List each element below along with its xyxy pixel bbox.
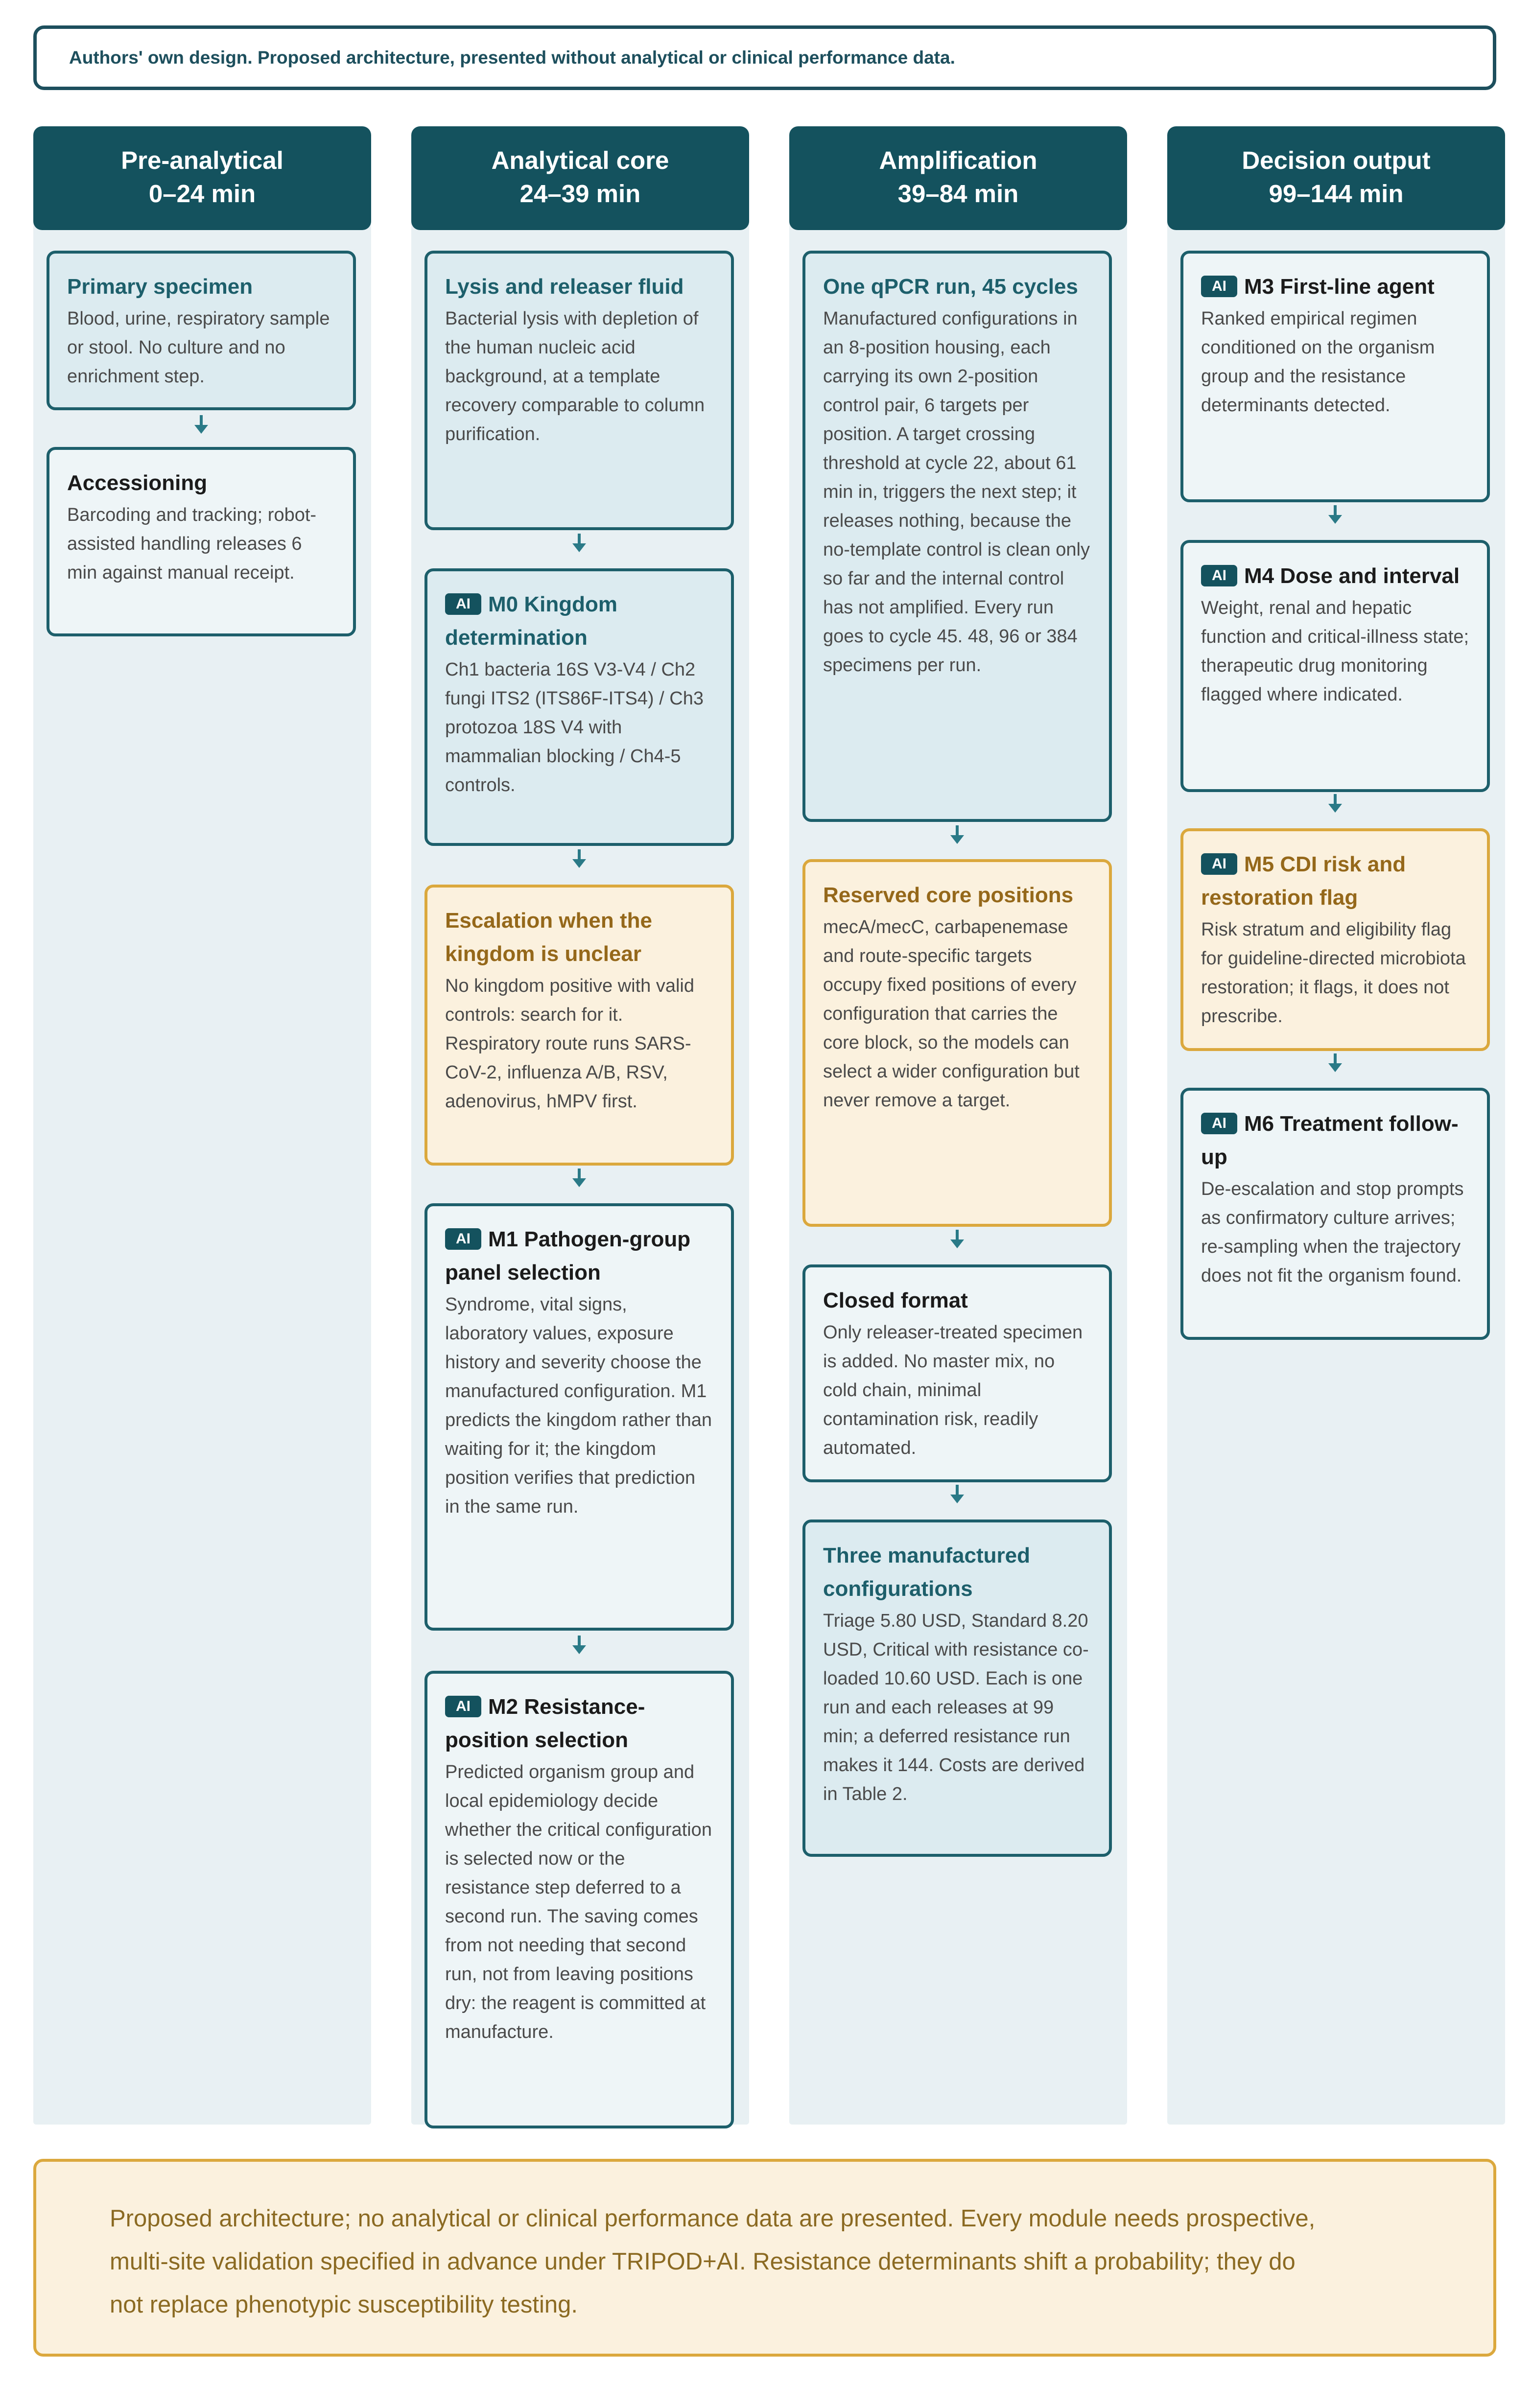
box-title-text: M3 First-line agent <box>1244 275 1435 299</box>
box-title <box>1201 560 1469 593</box>
header-time: 39–84 min <box>897 180 1019 208</box>
accessioning-box <box>47 447 356 636</box>
box-title <box>445 1690 713 1757</box>
disclaimer-banner: Authors' own design. Proposed architecture, presented without analytical or clinical performance data. <box>33 25 1496 90</box>
m1-panel-selection-box <box>424 1203 734 1631</box>
box-body: De-escalation and stop prompts as confirmatory culture arrives; re-sampling when the trajectory does not fit the organism found. <box>1201 1179 1464 1286</box>
box-title: Accessioning <box>67 471 208 495</box>
box-body: Predicted organism group and local epidemiology decide whether the critical configuration is selected now or the resistance step deferred to a second run. The saving comes from not needing that second run, not from leaving positions dry: the reagent is committed at manufacture. <box>445 1762 712 2042</box>
footnote-text: Proposed architecture; no analytical or clinical performance data are presented. Every module needs prospective, multi-site validation specified in advance under TRIPOD+AI. Resistance determinants shift a probability; they do not replace phenotypic susceptibility testing. <box>110 2205 1316 2318</box>
reserved-positions-box <box>802 859 1112 1227</box>
box-title-text: M2 Resistance-position selection <box>445 1695 645 1752</box>
box-title-text: M5 CDI risk and restoration flag <box>1201 852 1406 910</box>
box-title: Reserved core positions <box>823 883 1074 907</box>
box-body: Blood, urine, respiratory sample or stool. No culture and no enrichment step. <box>67 308 330 387</box>
box-body: Risk stratum and eligibility flag for guideline-directed microbiota restoration; it flags, it does not prescribe. <box>1201 919 1466 1027</box>
box-title <box>445 1223 713 1289</box>
box-title <box>1201 1107 1469 1174</box>
box-body: Ranked empirical regimen conditioned on the organism group and the resistance determinants detected. <box>1201 308 1435 416</box>
header-time: 99–144 min <box>1269 180 1404 208</box>
flow-arrow <box>950 835 964 844</box>
m6-follow-up-box <box>1180 1088 1490 1340</box>
m0-kingdom-box <box>424 568 734 846</box>
flow-arrow <box>572 859 586 868</box>
header-analytical-core <box>411 126 749 230</box>
m4-dose-box <box>1180 540 1490 792</box>
m2-resistance-selection-box <box>424 1671 734 2128</box>
qpcr-run-box <box>802 251 1112 822</box>
box-title: Lysis and releaser fluid <box>445 275 684 299</box>
header-time: 0–24 min <box>148 180 256 208</box>
ai-badge: AI <box>1201 853 1237 875</box>
closed-format-box <box>802 1264 1112 1482</box>
flow-arrow <box>1328 1063 1342 1072</box>
header-amplification <box>789 126 1127 230</box>
box-title: Primary specimen <box>67 275 253 299</box>
header-title: Pre-analytical <box>121 146 283 174</box>
box-title-text: M6 Treatment follow-up <box>1201 1112 1459 1169</box>
primary-specimen-box <box>47 251 356 410</box>
escalation-box <box>424 885 734 1166</box>
header-title: Analytical core <box>491 146 669 174</box>
flow-arrow <box>950 1495 964 1503</box>
box-title: Three manufactured configurations <box>823 1543 1030 1601</box>
box-body: Ch1 bacteria 16S V3-V4 / Ch2 fungi ITS2 (ITS86F-ITS4) / Ch3 protozoa 18S V4 with mammalian blocking / Ch4-5 controls. <box>445 659 704 795</box>
box-body: Barcoding and tracking; robot-assisted handling releases 6 min against manual receipt. <box>67 505 317 583</box>
box-title: Closed format <box>823 1288 968 1312</box>
box-title: Escalation when the kingdom is unclear <box>445 909 652 966</box>
ai-badge: AI <box>445 1228 481 1250</box>
box-title-text: M0 Kingdom determination <box>445 592 617 650</box>
box-body: Weight, renal and hepatic function and critical-illness state; therapeutic drug monitoring flagged where indicated. <box>1201 598 1469 705</box>
lysis-box <box>424 251 734 530</box>
header-time: 24–39 min <box>519 180 641 208</box>
header-pre-analytical <box>33 126 371 230</box>
header-title: Decision output <box>1242 146 1431 174</box>
box-title-text: M4 Dose and interval <box>1244 564 1460 588</box>
flow-arrow <box>1328 804 1342 813</box>
box-body: Syndrome, vital signs, laboratory values, exposure history and severity choose the manufactured configuration. M1 predicts the kingdom rather than waiting for it; the kingdom position verifies that prediction in the same run. <box>445 1294 712 1517</box>
box-title <box>445 588 713 655</box>
flow-arrow <box>950 1239 964 1248</box>
box-title: One qPCR run, 45 cycles <box>823 275 1078 299</box>
box-body: Triage 5.80 USD, Standard 8.20 USD, Critical with resistance co-loaded 10.60 USD. Each is one run and each releases at 99 min; a deferred resistance run makes it 144. Costs are derived in Table 2. <box>823 1611 1089 1804</box>
box-title-text: M1 Pathogen-group panel selection <box>445 1227 691 1285</box>
flow-arrow <box>572 1645 586 1654</box>
m3-first-line-box <box>1180 251 1490 502</box>
box-title <box>1201 848 1469 914</box>
box-body: No kingdom positive with valid controls: search for it. Respiratory route runs SARS-CoV-2, influenza A/B, RSV, adenovirus, hMPV first. <box>445 976 695 1112</box>
flow-arrow <box>572 543 586 552</box>
box-body: mecA/mecC, carbapenemase and route-specific targets occupy fixed positions of every configuration that carries the core block, so the models can select a wider configuration but never remove a target. <box>823 917 1080 1111</box>
box-body: Bacterial lysis with depletion of the human nucleic acid background, at a template recovery comparable to column purification. <box>445 308 705 444</box>
ai-badge: AI <box>445 593 481 615</box>
ai-badge: AI <box>1201 276 1237 297</box>
box-body: Manufactured configurations in an 8-position housing, each carrying its own 2-position control pair, 6 targets per position. A target crossing threshold at cycle 22, about 61 min in, triggers the next step; it releases nothing, because the no-template control is clean only so far and the internal control has not amplified. Every run goes to cycle 45. 48, 96 or 384 specimens per run. <box>823 308 1090 676</box>
ai-badge: AI <box>1201 565 1237 586</box>
ai-badge: AI <box>445 1696 481 1717</box>
validation-footnote <box>33 2159 1496 2357</box>
column-pre-analytical <box>33 147 371 2125</box>
ai-badge: AI <box>1201 1113 1237 1134</box>
flow-arrow <box>194 425 208 434</box>
configurations-box <box>802 1520 1112 1857</box>
header-title: Amplification <box>879 146 1037 174</box>
m5-cdi-risk-box <box>1180 828 1490 1051</box>
flow-arrow <box>1328 515 1342 524</box>
header-decision-output <box>1167 126 1505 230</box>
box-title <box>1201 270 1469 304</box>
flow-arrow <box>572 1178 586 1187</box>
box-body: Only releaser-treated specimen is added. No master mix, no cold chain, minimal contamination risk, readily automated. <box>823 1322 1083 1458</box>
